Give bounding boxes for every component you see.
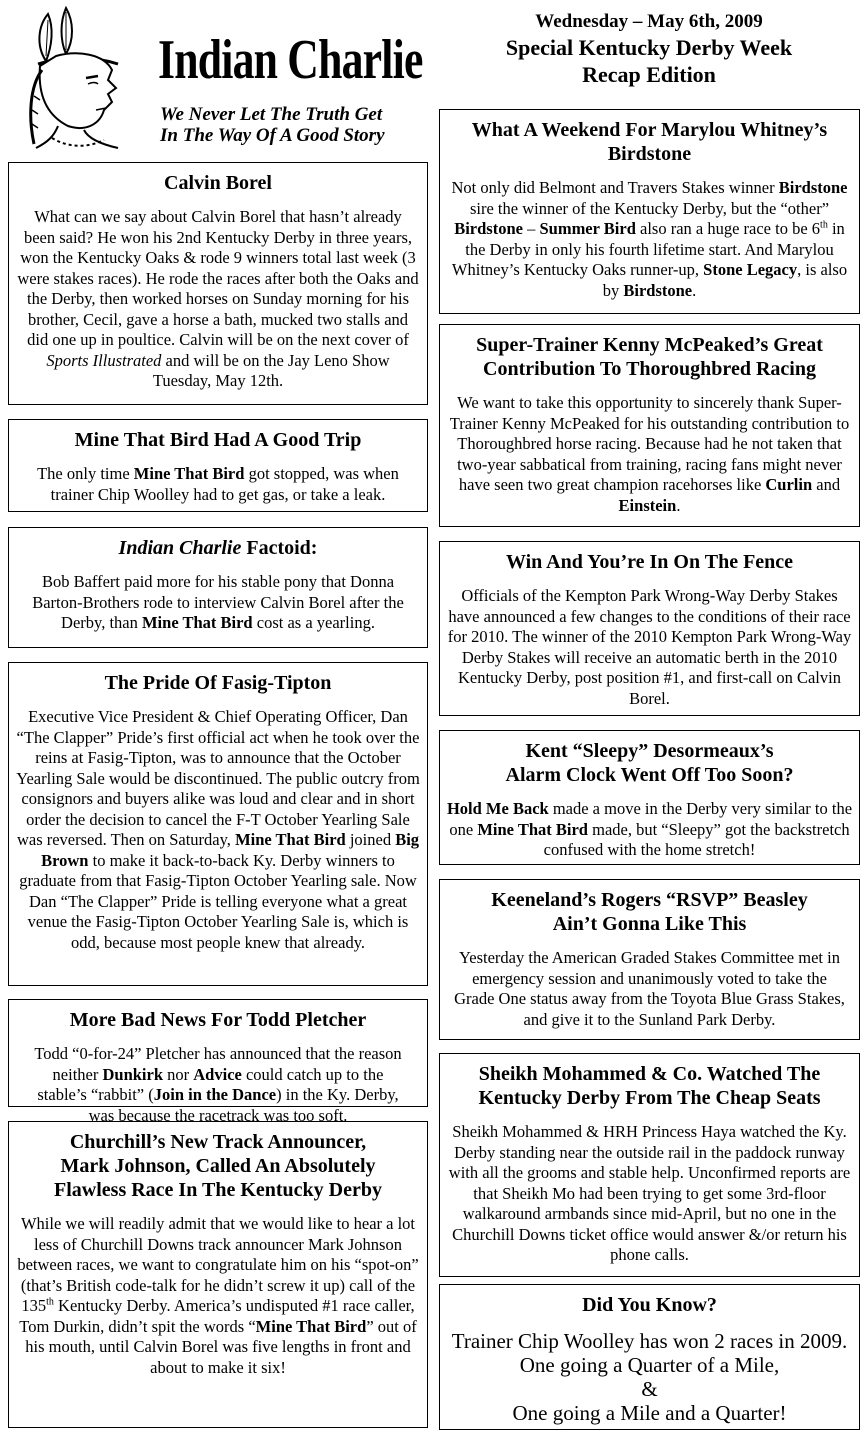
article-title — [454, 888, 845, 936]
article-body — [15, 464, 421, 505]
article-title: Did You Know? — [582, 1294, 717, 1316]
title-line: Super-Trainer Kenny McPeaked’s Great — [476, 334, 823, 356]
title-line: Alarm Clock Went Off Too Soon? — [505, 764, 794, 786]
horse-name: Curlin — [765, 475, 813, 494]
horse-name: Mine That Bird — [133, 464, 245, 483]
date-block — [438, 10, 860, 88]
article-sleepy — [439, 730, 860, 865]
title-line: Keeneland’s Rogers “RSVP” Beasley — [491, 889, 808, 911]
article-title — [446, 739, 853, 787]
magazine-name: Sports Illustrated — [46, 350, 162, 370]
body-text: made, but “Sleepy” got the backstretch confused with the home stretch! — [543, 819, 850, 859]
article-title — [15, 1130, 421, 1202]
article-title — [446, 333, 853, 381]
slogan-line2: In The Way Of A Good Story — [160, 125, 385, 146]
indian-chief-head-icon — [8, 6, 158, 151]
article-good-trip — [8, 419, 428, 512]
horse-name: Dunkirk — [102, 1064, 164, 1084]
body-text: While we will readily admit that we would like to hear a lot less of Churchill Downs track announcer Mark Johnson between races, we want to congratulate him on his “spot-on” (that’s British code-talk for he didn’t screw it up) call of the 135 — [17, 1214, 419, 1315]
body-text: sire the winner of the Kentucky Derby, but the “other” — [469, 198, 830, 218]
body-text: What can we say about Calvin Borel that hasn’t already been said? He won his 2nd Kentucky Derby in three years, won the Kentucky Oaks & rode 9 winners total last week (3 were stakes races). He rode the races after both the Oaks and the Derby, then worked horses on Sunday morning for his brother, Cecil, gave a horse a bath, mucked two stalls and did one up in poultice. Calvin will be on the next cover of — [17, 207, 419, 349]
article-body — [15, 1214, 421, 1378]
horse-name: Stone Legacy — [703, 260, 798, 279]
fact-line: Trainer Chip Woolley has won 2 races in 2009. — [451, 1329, 848, 1353]
title-line: Sheikh Mohammed & Co. Watched The — [478, 1063, 821, 1085]
edition-line2: Recap Edition — [582, 62, 716, 87]
masthead-title: Indian Charlie — [158, 29, 423, 91]
article-did-you-know — [439, 1284, 860, 1430]
article-body — [448, 178, 851, 301]
article-body — [17, 207, 419, 392]
body-text: Not only did Belmont and Travers Stakes winner — [451, 178, 775, 197]
horse-name: Advice — [193, 1064, 242, 1084]
article-body — [15, 572, 421, 634]
ordinal-suffix: th — [46, 1296, 54, 1308]
horse-name: Birdstone — [623, 280, 693, 300]
article-title: Win And You’re In On The Fence — [505, 551, 794, 573]
fact-line: One going a Quarter of a Mile, — [519, 1353, 780, 1377]
body-text: also ran a huge race to be 6 — [640, 219, 821, 238]
body-text: . — [676, 495, 681, 515]
body-text: The only time — [37, 464, 130, 483]
article-beasley — [439, 879, 860, 1040]
masthead-slogan — [160, 104, 385, 146]
horse-name: Mine That Bird — [235, 830, 346, 849]
article-on-the-fence — [439, 541, 860, 716]
article-body: Officials of the Kempton Park Wrong-Way Derby Stakes have announced a few changes to the conditions of their race for 2010. The winner of the 2010 Kempton Park Wrong-Way Derby Stakes will receive an automatic berth in the 2010 Kentucky Derby, post position #1, and first-call on Calvin Borel. — [447, 586, 852, 708]
body-text: We want to take this opportunity to sincerely thank Super-Trainer Kenny McPeaked for his outstanding contribution to Thoroughbred horse racing. Because had he not taken that two-year sabbatical from training, racing fans might never have seen two great champion racehorses like — [449, 393, 850, 494]
horse-name: Summer Bird — [539, 219, 636, 238]
ordinal-suffix: th — [820, 219, 828, 231]
title-line: Contribution To Thoroughbred Racing — [483, 358, 816, 380]
article-title — [448, 118, 851, 166]
body-text: Executive Vice President & Chief Operating Officer, Dan “The Clapper” Pride’s first official act when he took over the reins at Fasig-Tipton, was to announce that the October Yearling Sale would be discontinued. The public outcry from consignors and buyers alike was loud and clear and in short order the decision to cancel the F-T October Yearling Sale was reversed. Then on Saturday, — [16, 707, 420, 849]
article-marylou-whitney — [439, 109, 860, 314]
horse-name: Mine That Bird — [477, 819, 588, 839]
body-text: – — [527, 219, 536, 238]
horse-name: Hold Me Back — [446, 799, 549, 818]
body-text: . — [692, 280, 697, 300]
body-text: joined — [349, 830, 392, 849]
article-body — [29, 1044, 407, 1126]
edition-line1: Special Kentucky Derby Week — [505, 35, 793, 60]
body-text: and will be on the Jay Leno Show Tuesday, May 12th. — [152, 350, 390, 390]
title-line: Flawless Race In The Kentucky Derby — [54, 1179, 382, 1201]
horse-name: Mine That Bird — [141, 613, 253, 632]
body-text: in the Derby in only his fourth lifetime start. And Marylou Whitney’s Kentucky Oaks runner-up, — [451, 219, 845, 279]
title-line: Kentucky Derby From The Cheap Seats — [478, 1087, 821, 1109]
article-calvin-borel — [8, 162, 428, 405]
fact-line: One going a Mile and a Quarter! — [512, 1401, 787, 1425]
title-rest: Factoid: — [246, 537, 318, 559]
slogan-line1: We Never Let The Truth Get — [160, 104, 383, 125]
article-title: Mine That Bird Had A Good Trip — [74, 429, 362, 451]
title-line: Churchill’s New Track Announcer, — [69, 1131, 367, 1153]
masthead — [8, 6, 428, 156]
body-text: to make it back-to-back Ky. Derby winners to graduate from that Fasig-Tipton October Yearling sale. Now Dan “The Clapper” Pride is telling everyone what a great venue the Fasig-Tipton October Yearling Sale is, which is odd, because most people knew that already. — [19, 850, 417, 952]
body-text: cost as a yearling. — [256, 613, 375, 632]
article-announcer — [8, 1121, 428, 1428]
body-text: , is also by — [602, 260, 848, 300]
horse-name: Einstein — [618, 495, 677, 515]
article-fasig-tipton — [8, 662, 428, 986]
article-title: The Pride Of Fasig-Tipton — [104, 672, 332, 694]
title-line: Kent “Sleepy” Desormeaux’s — [525, 740, 774, 762]
article-pletcher — [8, 999, 428, 1125]
body-text: could catch up to the stable’s “rabbit” ( — [37, 1064, 384, 1104]
body-text: ” out of his mouth, until Calvin Borel was five lengths in front and about to make it six! — [25, 1316, 417, 1377]
title-line: What A Weekend For Marylou Whitney’s — [471, 119, 828, 141]
horse-name: Birdstone — [778, 178, 848, 197]
body-text: Kentucky Derby. America’s undisputed #1 race caller, Tom Durkin, didn’t spit the words “ — [19, 1296, 415, 1336]
article-body: Sheikh Mohammed & HRH Princess Haya watched the Ky. Derby standing near the outside rail in the paddock runway with all the grooms and stable help. Unconfirmed reports are that Sheikh Mo had been trying to get some 3rd-floor walkaround armbands since mid-April, but no one in the Churchill Downs ticket office would answer &/or return his phone calls. — [448, 1122, 851, 1264]
article-title: Calvin Borel — [164, 172, 272, 194]
body-text: made a move in the Derby very similar to the one — [449, 799, 853, 839]
body-text: Todd “0-for-24” Pletcher has announced that the reason neither — [34, 1044, 402, 1084]
title-line: Ain’t Gonna Like This — [552, 913, 747, 935]
body-text: ) in the Ky. Derby, was because the racetrack was too soft. — [88, 1085, 399, 1125]
body-text: Bob Baffert paid more for his stable pony that Donna Barton-Brothers rode to interview Calvin Borel after the Derby, than — [32, 572, 404, 632]
article-body — [446, 799, 853, 861]
article-title — [15, 536, 421, 560]
article-body: Yesterday the American Graded Stakes Committee met in emergency session and unanimously voted to take the Grade One status away from the Toyota Blue Grass Stakes, and give it to the Sunland Park Derby. — [454, 948, 845, 1029]
body-text: nor — [167, 1064, 190, 1084]
article-sheikh — [439, 1053, 860, 1277]
horse-name: Birdstone — [454, 219, 523, 238]
issue-date: Wednesday – May 6th, 2009 — [535, 11, 763, 32]
article-mcpeaked — [439, 324, 860, 527]
article-body — [15, 707, 421, 953]
horse-name: Mine That Bird — [255, 1316, 367, 1336]
article-title — [446, 1062, 853, 1110]
fact-line: & — [641, 1377, 658, 1401]
body-text: got stopped, was when trainer Chip Woolley had to get gas, or take a leak. — [50, 464, 399, 504]
article-factoid — [8, 527, 428, 648]
title-line: Birdstone — [607, 143, 692, 165]
article-title: More Bad News For Todd Pletcher — [69, 1009, 367, 1031]
horse-name: Join in the Dance — [153, 1085, 277, 1104]
horse-name: Big Brown — [41, 830, 420, 870]
article-body — [446, 393, 853, 516]
title-line: Mark Johnson, Called An Absolutely — [60, 1155, 376, 1177]
body-text: and — [816, 475, 841, 494]
title-italic: Indian Charlie — [118, 537, 242, 559]
